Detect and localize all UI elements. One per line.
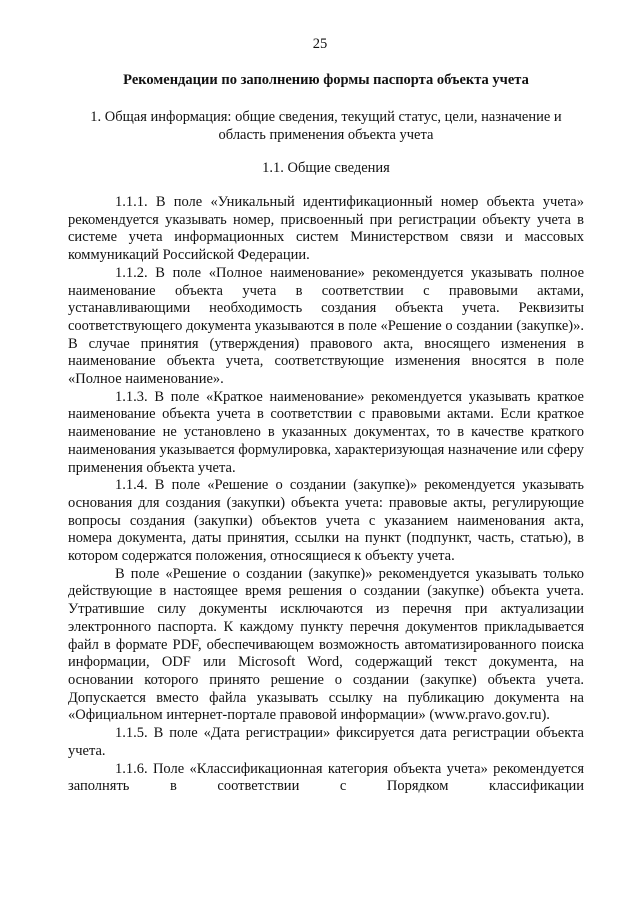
paragraph-1-1-5: 1.1.5. В поле «Дата регистрации» фиксируется дата регистрации объекта учета. — [68, 725, 584, 759]
subsection-heading: 1.1. Общие сведения — [262, 160, 390, 176]
document-body — [68, 194, 584, 796]
paragraph-decision-files: В поле «Решение о создании (закупке)» рекомендуется указывать только действующие в настоящее время решения о создании (закупке) объекта учета. Утратившие силу документы исключаются из перечня при актуализации электронного паспорта. К каждому пункту перечня документов прикладывается файл в формате PDF, обеспечивающем возможность автоматизированного поиска информации, ODF или Microsoft Word, содержащий текст документа, на основании которого принято решение о создании (закупке) объекта учета. Допускается вместо файла указывать ссылку на публикацию документа на «Официальном интернет-портале правовой информации» (www.pravo.gov.ru). — [68, 565, 584, 724]
paragraph-1-1-3: 1.1.3. В поле «Краткое наименование» рекомендуется указывать краткое наименование объекта учета в соответствии с правовыми актами. Если краткое наименование не установлено в указанных документах, то в качестве краткого наименования указывается формулировка, характеризующая назначение или сферу применения объекта учета. — [68, 388, 584, 476]
paragraph-1-1-1: 1.1.1. В поле «Уникальный идентификационный номер объекта учета» рекомендуется указывать номер, присвоенный при регистрации объекту учета в системе учета информационных систем Министерством связи и массовых коммуникаций Российской Федерации. — [68, 194, 584, 264]
document-title: Рекомендации по заполнению формы паспорта объекта учета — [123, 72, 529, 88]
paragraph-1-1-2: 1.1.2. В поле «Полное наименование» рекомендуется указывать полное наименование объекта учета в соответствии с правовыми актами, устанавливающими необходимость создания объекта учета. Реквизиты соответствующего документа указываются в поле «Решение о создании (закупке)». В случае принятия (утверждения) правового акта, вносящего изменения в наименование объекта учета, соответствующие изменения вносятся в поле «Полное наименование». — [68, 264, 584, 388]
paragraph-1-1-4: 1.1.4. В поле «Решение о создании (закупке)» рекомендуется указывать основания для создания (закупки) объекта учета: правовые акты, регулирующие вопросы создания (закупки) объектов учета с указанием наименования акта, номера документа, даты принятия, ссылки на пункт (подпункт, часть, статью), в котором содержатся положения, относящиеся к объекту учета. — [68, 477, 584, 565]
section-heading: 1. Общая информация: общие сведения, текущий статус, цели, назначение и область применения объекта учета — [90, 109, 562, 143]
page-number: 25 — [312, 36, 328, 52]
paragraph-1-1-6: 1.1.6. Поле «Классификационная категория объекта учета» рекомендуется заполнять в соответствии с Порядком классификации — [68, 760, 584, 795]
